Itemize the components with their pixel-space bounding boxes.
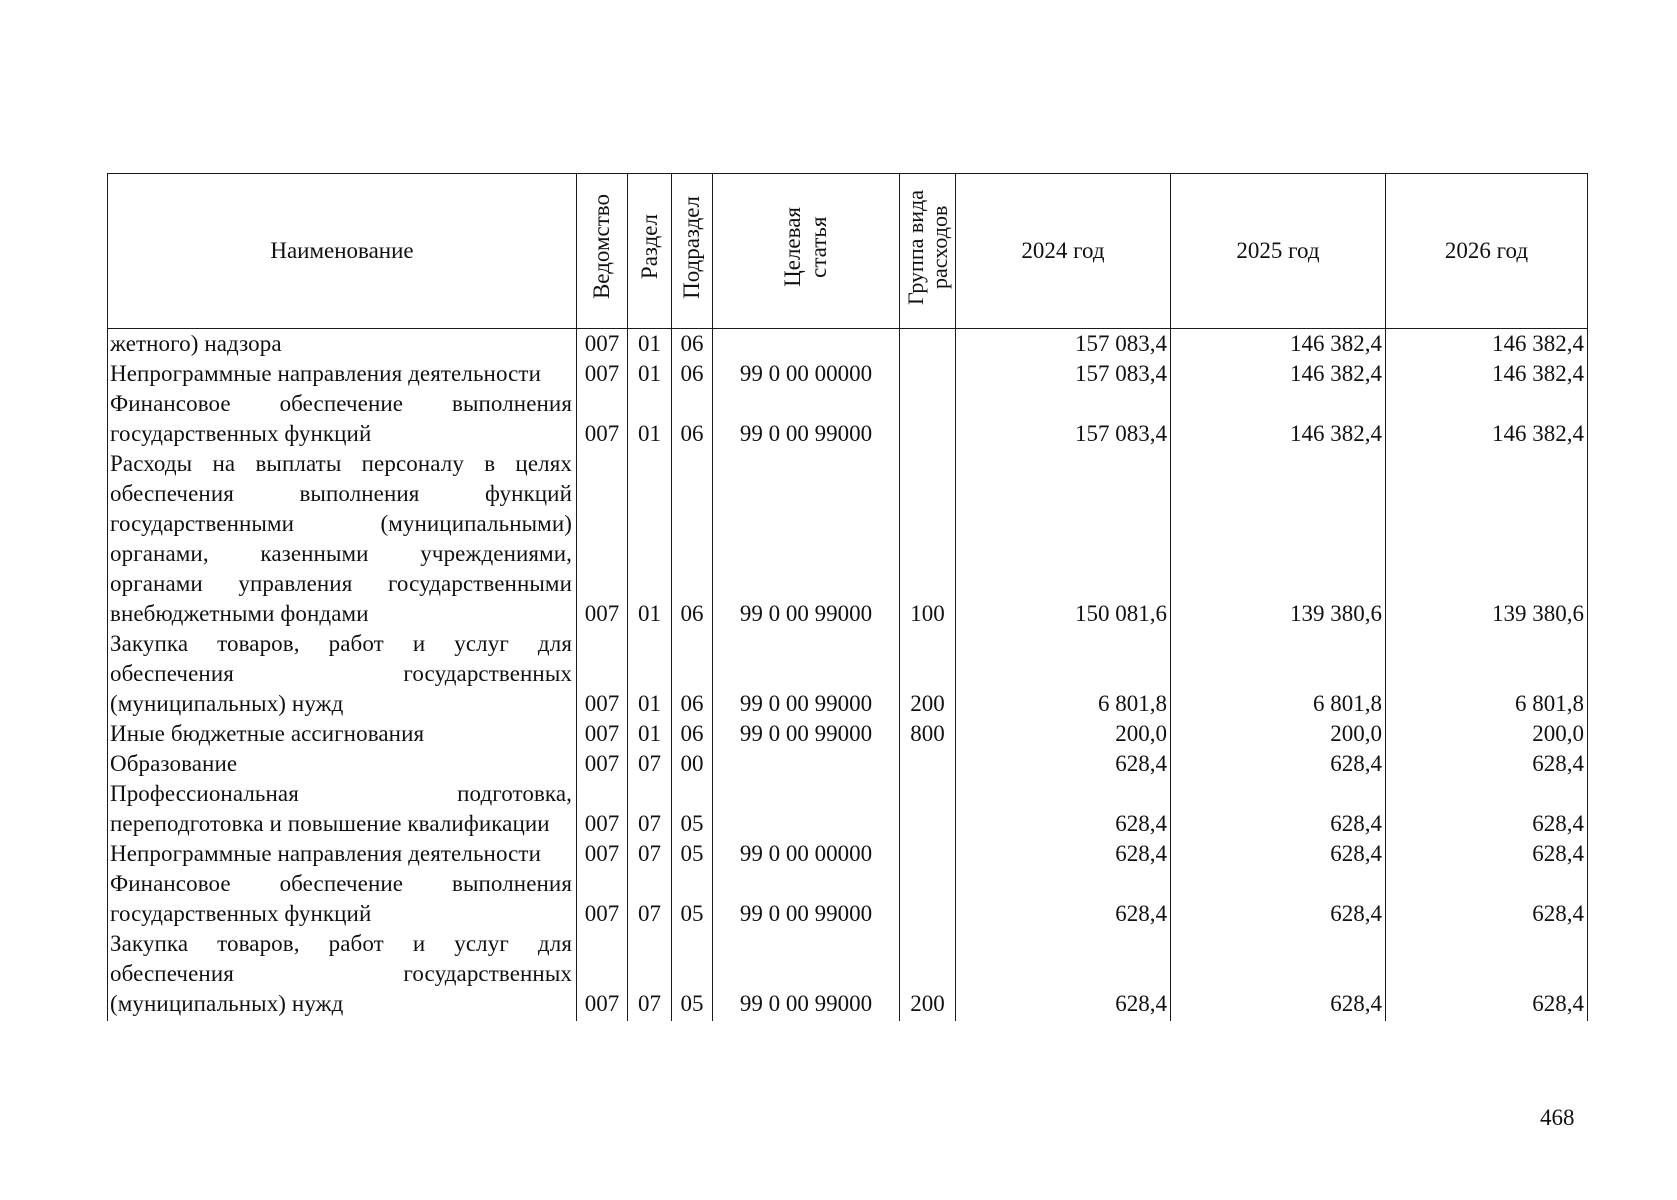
row-vedomstvo: 007 [577,329,628,360]
header-razdel: Раздел [628,174,672,329]
row-tselevaya-statya: 99 0 00 99000 [713,719,900,749]
table-row [108,779,1588,839]
row-tselevaya-statya: 99 0 00 00000 [713,359,900,389]
table-row [108,839,1588,869]
table-row [108,329,1588,360]
row-name: Иные бюджетные ассигнования [108,719,577,749]
row-2025: 146 382,4 [1171,329,1386,360]
row-podrazdel: 05 [672,929,713,1021]
row-podrazdel: 06 [672,719,713,749]
header-2026: 2026 год [1386,174,1588,329]
row-name: Финансовое обеспечение выполнения государственных функций [108,869,577,929]
row-2025: 628,4 [1171,749,1386,779]
row-2024: 6 801,8 [956,629,1171,719]
row-2026: 628,4 [1386,779,1588,839]
row-tselevaya-statya [713,779,900,839]
table-row [108,359,1588,389]
row-2024: 628,4 [956,749,1171,779]
row-gruppa [900,839,956,869]
row-razdel: 01 [628,449,672,629]
row-razdel: 07 [628,929,672,1021]
row-2025: 200,0 [1171,719,1386,749]
row-razdel: 01 [628,329,672,360]
row-podrazdel: 06 [672,389,713,449]
row-2026: 146 382,4 [1386,389,1588,449]
row-vedomstvo: 007 [577,719,628,749]
row-2024: 157 083,4 [956,359,1171,389]
row-gruppa [900,329,956,360]
row-2024: 150 081,6 [956,449,1171,629]
row-2026: 628,4 [1386,839,1588,869]
row-name: Профессиональная подготовка, переподготовка и повышение квалификации [108,779,577,839]
header-2025: 2025 год [1171,174,1386,329]
row-2024: 628,4 [956,869,1171,929]
row-tselevaya-statya: 99 0 00 99000 [713,869,900,929]
row-name: Непрограммные направления деятельности [108,359,577,389]
table-row [108,929,1588,1021]
row-2024: 157 083,4 [956,389,1171,449]
row-2026: 628,4 [1386,929,1588,1021]
table-row [108,869,1588,929]
row-podrazdel: 06 [672,449,713,629]
row-2026: 139 380,6 [1386,449,1588,629]
row-2025: 628,4 [1171,839,1386,869]
row-2026: 6 801,8 [1386,629,1588,719]
row-podrazdel: 06 [672,359,713,389]
row-name: Образование [108,749,577,779]
row-vedomstvo: 007 [577,629,628,719]
row-2025: 628,4 [1171,869,1386,929]
row-name: Финансовое обеспечение выполнения государственных функций [108,389,577,449]
row-vedomstvo: 007 [577,359,628,389]
row-vedomstvo: 007 [577,869,628,929]
row-vedomstvo: 007 [577,389,628,449]
row-2026: 200,0 [1386,719,1588,749]
row-name: Закупка товаров, работ и услуг для обеспечения государственных (муниципальных) нужд [108,629,577,719]
table-row [108,629,1588,719]
row-2025: 139 380,6 [1171,449,1386,629]
row-2025: 628,4 [1171,779,1386,839]
row-tselevaya-statya: 99 0 00 99000 [713,629,900,719]
row-gruppa [900,389,956,449]
row-vedomstvo: 007 [577,839,628,869]
row-vedomstvo: 007 [577,929,628,1021]
row-2024: 628,4 [956,779,1171,839]
row-2024: 628,4 [956,839,1171,869]
row-tselevaya-statya: 99 0 00 00000 [713,839,900,869]
row-vedomstvo: 007 [577,749,628,779]
row-gruppa [900,779,956,839]
row-tselevaya-statya: 99 0 00 99000 [713,389,900,449]
row-name: жетного) надзора [108,329,577,360]
header-gruppa-vida-rashodov: Группа вида расходов [900,174,956,329]
row-razdel: 01 [628,389,672,449]
row-tselevaya-statya [713,329,900,360]
row-razdel: 07 [628,749,672,779]
row-2025: 146 382,4 [1171,389,1386,449]
row-name: Непрограммные направления деятельности [108,839,577,869]
header-row [108,174,1588,329]
row-gruppa: 200 [900,929,956,1021]
row-2025: 6 801,8 [1171,629,1386,719]
table-row [108,719,1588,749]
row-name: Расходы на выплаты персоналу в целях обеспечения выполнения функций государственными (муниципальными) органами, казенными учреждениями, органами управления государственными внебюджетными фондами [108,449,577,629]
row-gruppa: 100 [900,449,956,629]
budget-table [107,173,1588,1021]
row-podrazdel: 05 [672,869,713,929]
row-podrazdel: 05 [672,779,713,839]
table-row [108,389,1588,449]
row-tselevaya-statya [713,749,900,779]
row-razdel: 07 [628,779,672,839]
row-2025: 146 382,4 [1171,359,1386,389]
row-name: Закупка товаров, работ и услуг для обеспечения государственных (муниципальных) нужд [108,929,577,1021]
row-gruppa [900,749,956,779]
row-razdel: 07 [628,869,672,929]
row-2026: 146 382,4 [1386,329,1588,360]
row-2026: 146 382,4 [1386,359,1588,389]
row-razdel: 07 [628,839,672,869]
row-gruppa: 200 [900,629,956,719]
row-tselevaya-statya: 99 0 00 99000 [713,449,900,629]
row-vedomstvo: 007 [577,779,628,839]
row-gruppa: 800 [900,719,956,749]
table-row [108,749,1588,779]
row-2026: 628,4 [1386,749,1588,779]
row-tselevaya-statya: 99 0 00 99000 [713,929,900,1021]
header-podrazdel: Подраздел [672,174,713,329]
row-2025: 628,4 [1171,929,1386,1021]
row-podrazdel: 06 [672,329,713,360]
row-gruppa [900,359,956,389]
header-name: Наименование [108,174,577,329]
row-razdel: 01 [628,629,672,719]
row-vedomstvo: 007 [577,449,628,629]
table-header [108,174,1588,329]
table-row [108,449,1588,629]
row-2024: 628,4 [956,929,1171,1021]
row-2024: 157 083,4 [956,329,1171,360]
page-number: 468 [1540,1105,1575,1130]
row-2024: 200,0 [956,719,1171,749]
row-podrazdel: 06 [672,629,713,719]
row-gruppa [900,869,956,929]
row-podrazdel: 05 [672,839,713,869]
row-razdel: 01 [628,719,672,749]
row-podrazdel: 00 [672,749,713,779]
header-tselevaya-statya: Целевая статья [713,174,900,329]
row-razdel: 01 [628,359,672,389]
header-2024: 2024 год [956,174,1171,329]
row-2026: 628,4 [1386,869,1588,929]
header-vedomstvo: Ведомство [577,174,628,329]
